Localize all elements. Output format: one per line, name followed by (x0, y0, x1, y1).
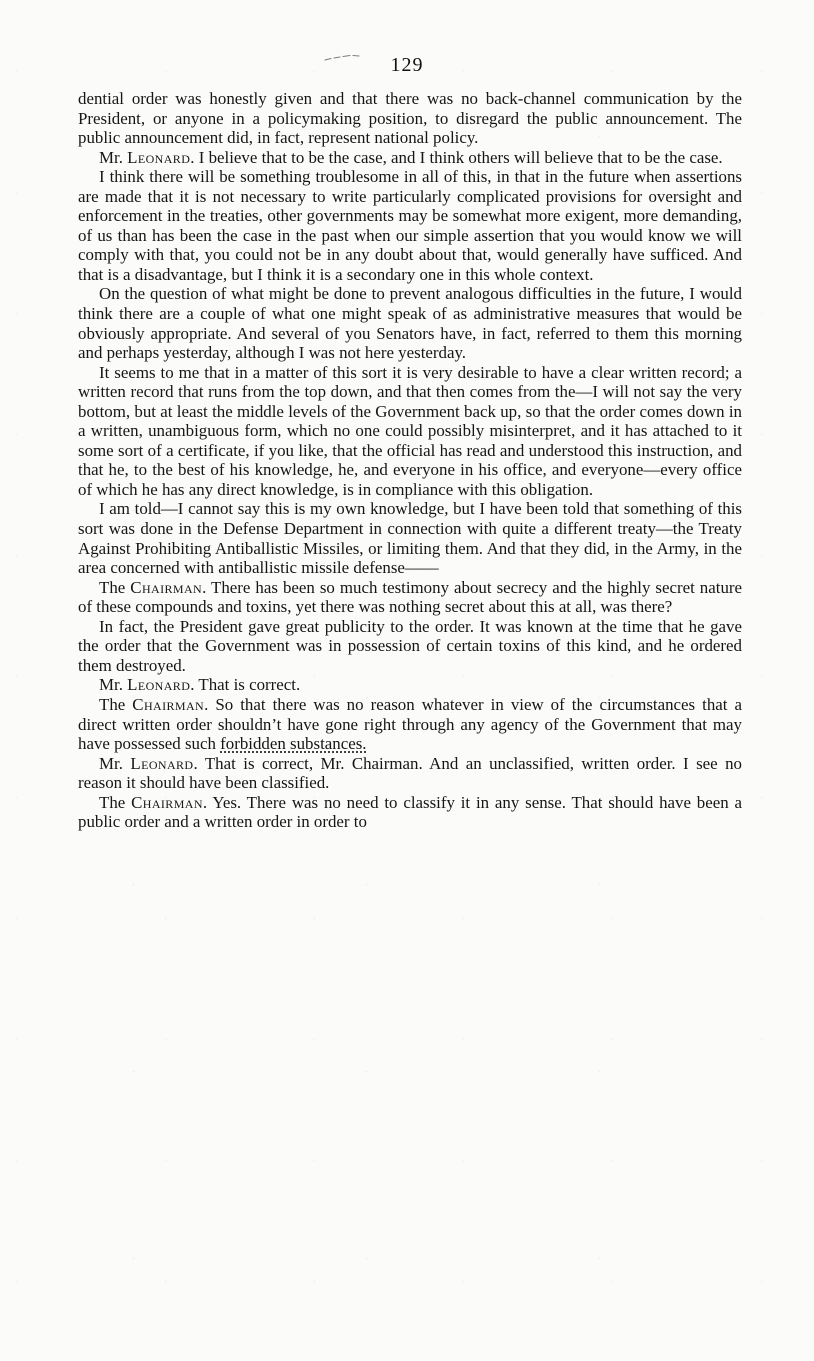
body-paragraph: I think there will be something troublesome in all of this, in that in the future when assertions are made that it is not necessary to write particularly complicated provisions for oversight and enforcement in the treaties, other governments may be somewhat more exigent, more demanding, of us than has been the case in the past when our simple assertion that you would know we will comply with that, you could not be in any doubt about that, would generally have sufficed. And that is a disadvantage, but I think it is a secondary one in this whole context. (78, 167, 742, 284)
body-paragraph: On the question of what might be done to prevent analogous difficulties in the future, I would think there are a couple of what one might speak of as administrative measures that would be obviously appropriate. And several of you Senators have, in fact, referred to them this morning and perhaps yesterday, although I was not here yesterday. (78, 284, 742, 363)
speech-paragraph: Mr. Leonard. I believe that to be the case, and I think others will believe that to be the case. (99, 147, 723, 167)
body-paragraph: dential order was honestly given and that there was no back-channel communication by the President, or anyone in a policymaking position, to disregard the public announcement. The public announcement did, in fact, represent national policy. (78, 89, 742, 148)
body-paragraph: In fact, the President gave great publicity to the order. It was known at the time that he gave the order that the Government was in possession of certain toxins of this kind, and he ordered them destroyed. (78, 616, 742, 675)
body-paragraph: I am told—I cannot say this is my own knowledge, but I have been told that something of this sort was done in the Defense Department in connection with quite a different treaty—the Treaty Against Prohibiting Antiballistic Missiles, or limiting them. And that they did, in the Army, in the area concerned with antiballistic missile defense—— (78, 499, 742, 578)
speaker-name: Chairman (132, 694, 205, 714)
speaker-lead: Mr. (99, 753, 131, 773)
speech-paragraph: The Chairman. Yes. There was no need to classify it in any sense. That should have been a public order and a written order in order to (78, 792, 743, 832)
speaker-lead: The (99, 694, 133, 714)
page-number: 129 (390, 54, 424, 76)
speaker-name: Chairman (130, 577, 203, 597)
speaker-name: Leonard (130, 753, 194, 773)
speaker-name: Leonard (127, 675, 191, 695)
speech-paragraph: The Chairman. So that there was no reason whatever in view of the circumstances that a direct written order shouldn’t have gone right through any agency of the Government that may have possessed such forbidden substances. (78, 694, 742, 754)
speaker-lead: The (99, 792, 132, 812)
speaker-lead: The (99, 577, 131, 597)
speaker-name: Leonard (127, 147, 191, 167)
transcript-text-block (78, 89, 742, 832)
speech-paragraph: The Chairman. There has been so much testimony about secrecy and the highly secret nature of these compounds and toxins, yet there was nothing secret about this at all, was there? (78, 577, 743, 617)
speech-paragraph: Mr. Leonard. That is correct. (99, 675, 301, 695)
speaker-lead: Mr. (99, 147, 128, 167)
speaker-lead: Mr. (99, 675, 128, 695)
body-paragraph: It seems to me that in a matter of this sort it is very desirable to have a clear written record; a written record that runs from the top down, and that then comes from the—I will not say the very bottom, but at least the middle levels of the Government back up, so that the order comes down in a written, unambiguous form, which no one could possibly misinterpret, and it has attached to it some sort of a certificate, if you like, that the official has read and understood this instruction, and that he, to the best of his knowledge, he, and everyone in his office, and everyone—every office of which he has any direct knowledge, is in compliance with this obligation. (78, 362, 742, 499)
speaker-name: Chairman (131, 792, 203, 812)
smudged-text: forbidden substances. (220, 734, 367, 754)
speech-paragraph: Mr. Leonard. That is correct, Mr. Chairman. And an unclassified, written order. I see no reason it should have been classified. (78, 753, 743, 793)
